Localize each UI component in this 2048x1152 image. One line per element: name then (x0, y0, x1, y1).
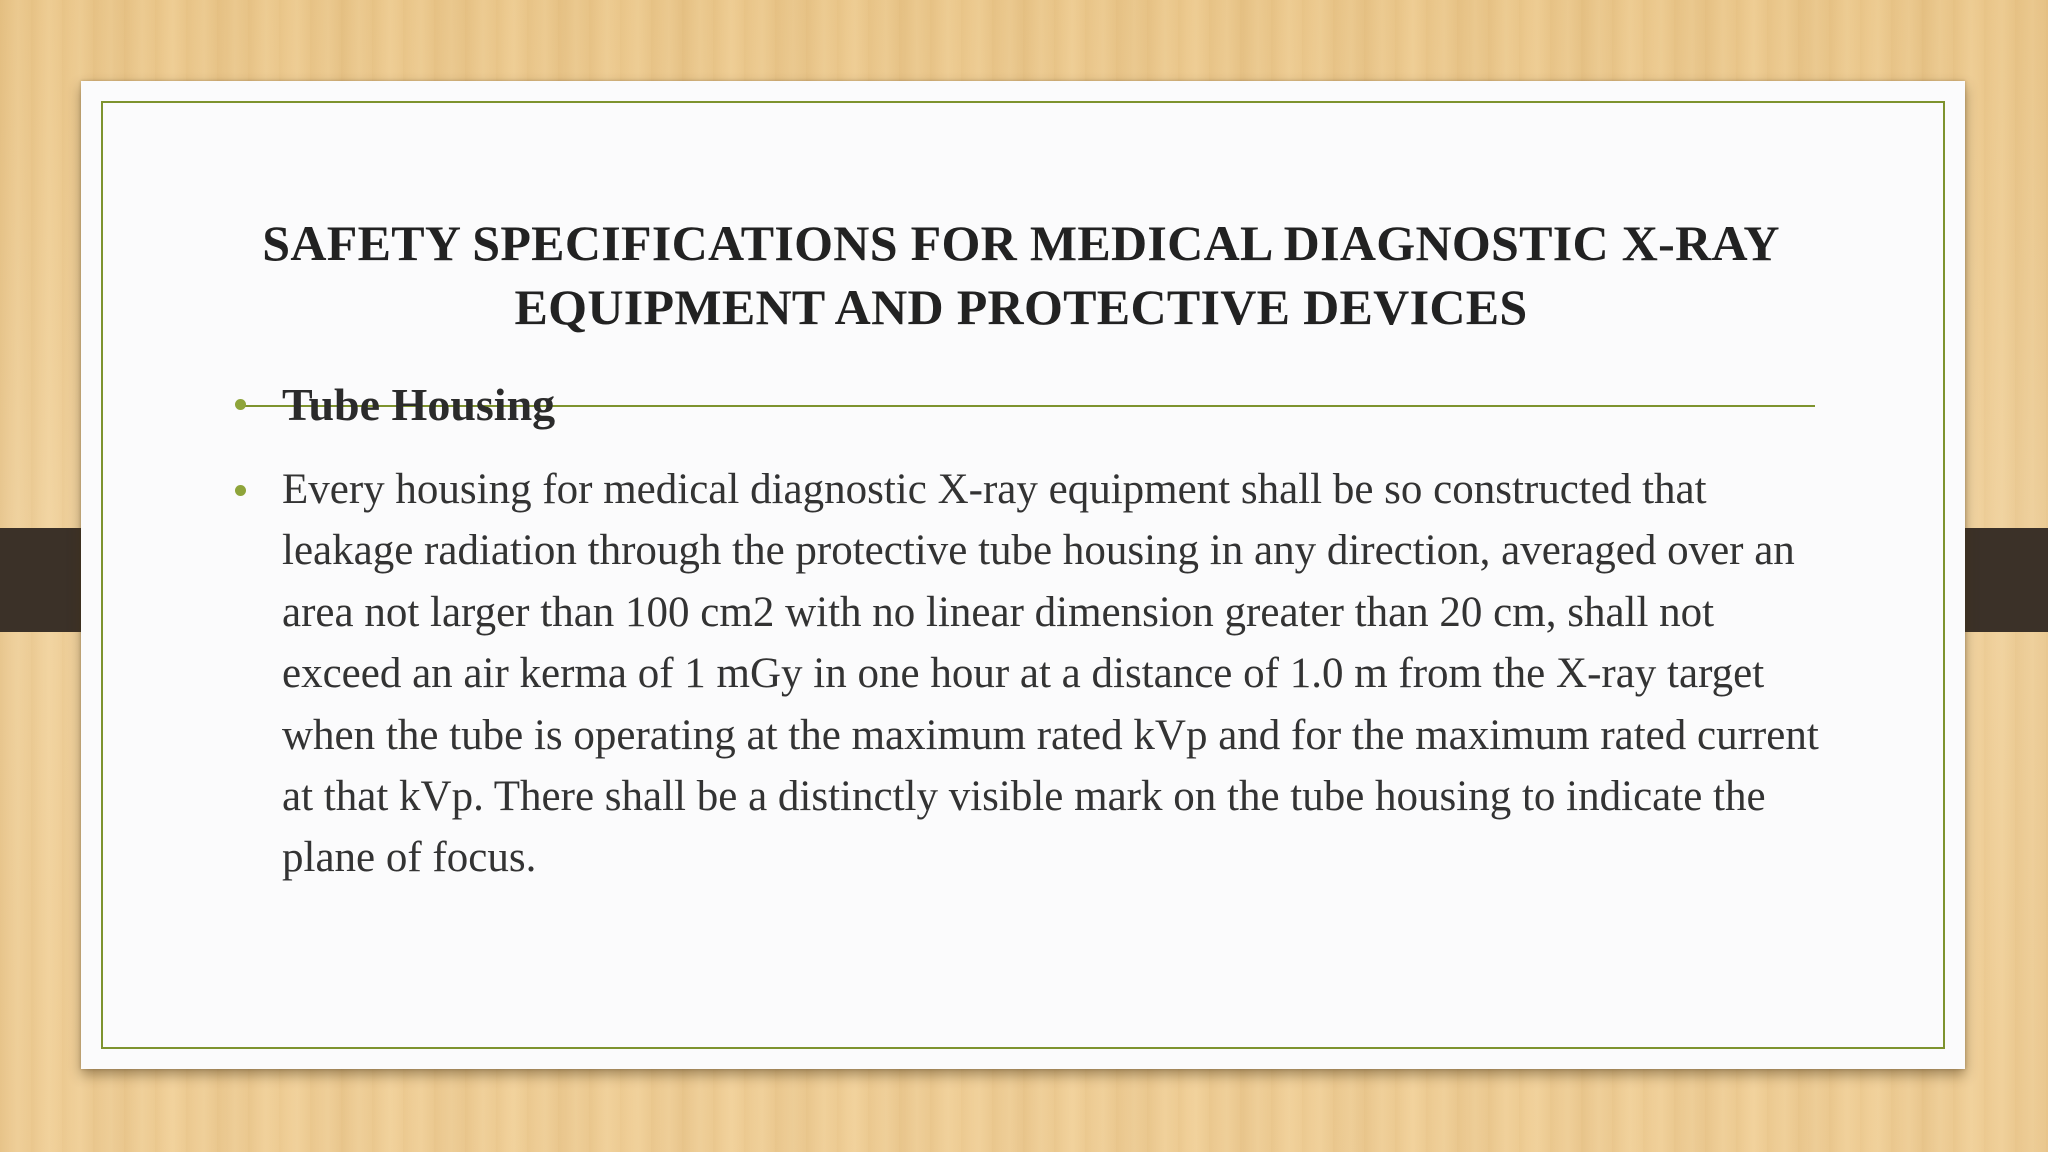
bullet-dot-icon (235, 485, 246, 496)
slide-card (81, 81, 1965, 1069)
bullet-heading-text: Tube Housing (282, 379, 556, 430)
bullet-body-text: Every housing for medical diagnostic X-ray equipment shall be so constructed that leakage radiation through the protective tube housing in any direction, averaged over an area not larger than 100 cm2 with no linear dimension greater than 20 cm, shall not exceed an air kerma of 1 mGy in one hour at a distance of 1.0 m from the X-ray target when the tube is operating at the maximum rated kVp and for the maximum rated current at that kVp. There shall be a distinctly visible mark on the tube housing to indicate the plane of focus. (282, 466, 1819, 882)
bullet-dot-icon (235, 399, 246, 410)
slide-title: SAFETY SPECIFICATIONS FOR MEDICAL DIAGNOSTIC X-RAY EQUIPMENT AND PROTECTIVE DEVICES (262, 215, 1780, 335)
